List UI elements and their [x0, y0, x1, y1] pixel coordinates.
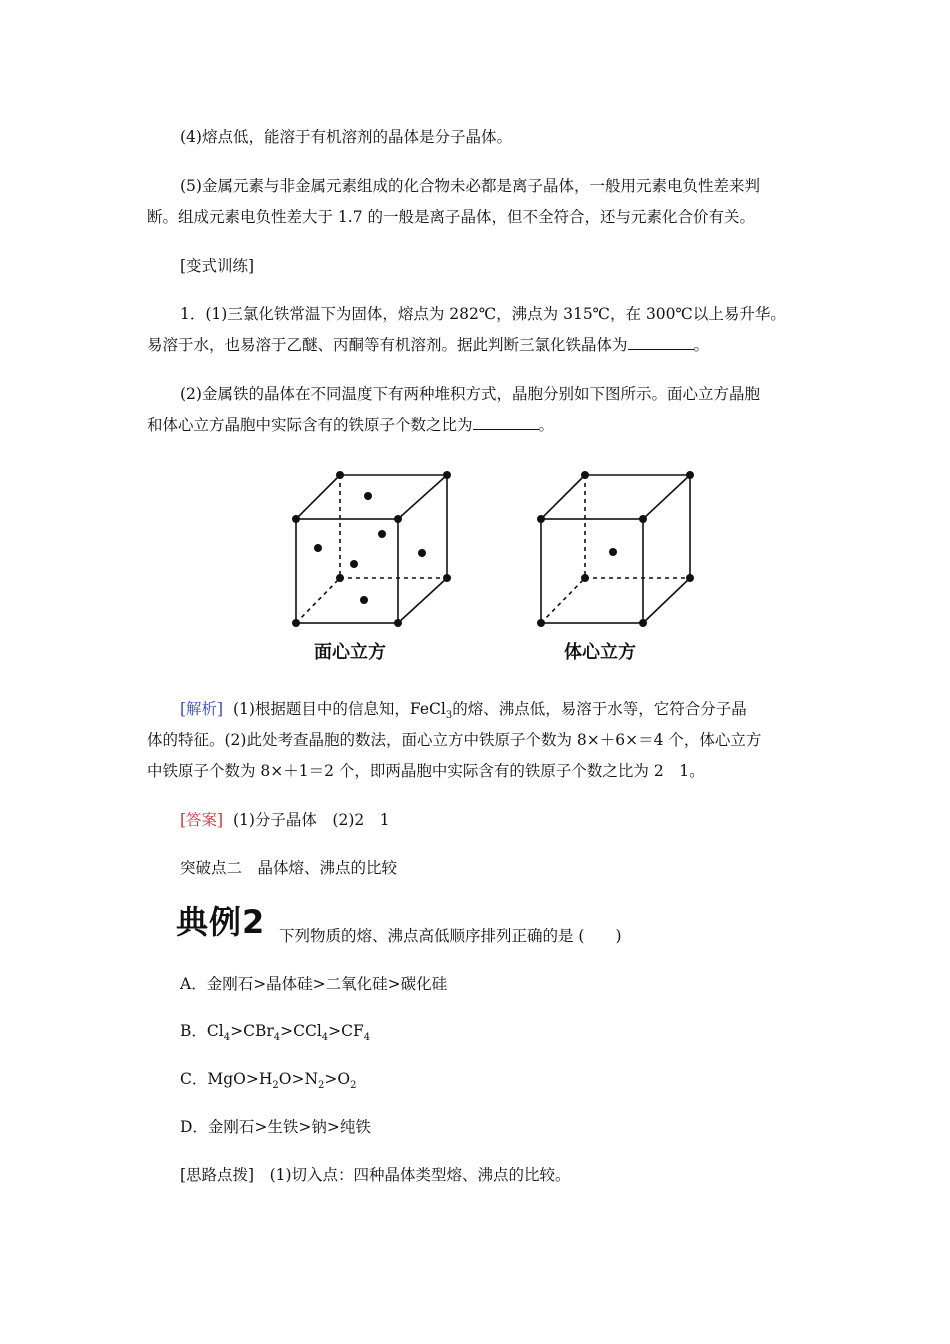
paragraph-4: (4)熔点低，能溶于有机溶剂的晶体是分子晶体。	[180, 128, 512, 146]
analysis-line1	[180, 699, 747, 722]
analysis-line3: 中铁原子个数为 8×＋1＝2 个，即两晶胞中实际含有的铁原子个数之比为 2 1。	[147, 762, 705, 780]
bcc-corner-atom	[639, 515, 647, 523]
unit-cell-figure	[280, 460, 720, 670]
option-c-part: >O	[324, 1070, 351, 1088]
bcc-corner-atom	[537, 515, 545, 523]
bcc-corner-atom	[537, 619, 545, 627]
option-c-part: C．MgO>H	[180, 1070, 273, 1088]
analysis-text-a: (1)根据题目中的信息知，FeCl	[232, 700, 446, 718]
question-2-line2	[147, 415, 554, 435]
fcc-corner-atom	[336, 471, 344, 479]
question-1-text: 易溶于水，也易溶于乙醚、丙酮等有机溶剂。据此判断三氯化铁晶体为	[147, 336, 628, 354]
fcc-face-atom	[360, 596, 368, 604]
fcc-face-atom	[314, 544, 322, 552]
fcc-corner-atom	[394, 515, 402, 523]
practice-heading: [变式训练]	[180, 257, 255, 275]
question-1-end: 。	[693, 336, 710, 354]
fcc-face-atom	[418, 549, 426, 557]
bcc-corner-atom	[686, 574, 694, 582]
option-b-part: >CF	[328, 1022, 364, 1040]
option-d: D．金刚石>生铁>钠>纯铁	[180, 1118, 371, 1136]
option-c	[180, 1069, 356, 1092]
fcc-caption: 面心立方	[314, 642, 386, 663]
option-a: A．金刚石>晶体硅>二氧化硅>碳化硅	[180, 975, 448, 993]
example-question: 下列物质的熔、沸点高低顺序排列正确的是 ( )	[279, 927, 622, 945]
fcc-corner-atom	[292, 619, 300, 627]
bcc-body-center-atom	[609, 548, 617, 556]
analysis-text-b: 的熔、沸点低，易溶于水等，它符合分子晶	[452, 700, 747, 718]
option-c-sub: 2	[350, 1080, 357, 1091]
bcc-caption: 体心立方	[564, 642, 636, 663]
question-1-line2	[147, 335, 709, 355]
fcc-corner-atom	[336, 574, 344, 582]
option-b-part: >CCl	[280, 1022, 322, 1040]
hint-line: [思路点拨] (1)切入点：四种晶体类型熔、沸点的比较。	[180, 1166, 571, 1184]
section-title: 突破点二 晶体熔、沸点的比较	[180, 859, 398, 877]
analysis-subscript: 3	[445, 710, 453, 721]
answer-line	[180, 810, 390, 830]
answer-blank-1	[628, 335, 694, 350]
question-2-line1: (2)金属铁的晶体在不同温度下有两种堆积方式，晶胞分别如下图所示。面心立方晶胞	[180, 385, 760, 403]
analysis-tag: [解析]	[180, 700, 224, 718]
option-b-sub: 4	[363, 1032, 371, 1043]
bcc-corner-atom	[686, 471, 694, 479]
question-2-text: 和体心立方晶胞中实际含有的铁原子个数之比为	[147, 416, 473, 434]
bcc-corner-atom	[639, 619, 647, 627]
paragraph-5-line1: (5)金属元素与非金属元素组成的化合物未必都是离子晶体，一般用元素电负性差来判	[180, 177, 760, 195]
paragraph-5-line2: 断。组成元素电负性差大于 1.7 的一般是离子晶体，但不全符合，还与元素化合价有关。	[147, 208, 756, 226]
fcc-face-atom	[364, 492, 372, 500]
option-b-sub: 4	[321, 1032, 329, 1043]
option-b-sub: 4	[223, 1032, 231, 1043]
bcc-corner-atom	[581, 471, 589, 479]
fcc-face-atom	[378, 530, 386, 538]
option-c-sub: 2	[318, 1080, 325, 1091]
answer-text: (1)分子晶体 (2)2 1	[232, 811, 390, 829]
fcc-corner-atom	[443, 574, 451, 582]
analysis-line2: 体的特征。(2)此处考查晶胞的数法，面心立方中铁原子个数为 8×＋6×＝4 个，体心立方	[147, 731, 762, 749]
fcc-face-atom	[350, 560, 358, 568]
option-b-part: >CBr	[230, 1022, 274, 1040]
option-c-part: O>N	[278, 1070, 319, 1088]
example-tag: 典例2	[176, 903, 266, 941]
option-b	[180, 1021, 370, 1044]
answer-tag: [答案]	[180, 811, 224, 829]
option-c-sub: 2	[272, 1080, 279, 1091]
option-b-part: B．Cl	[180, 1022, 224, 1040]
fcc-corner-atom	[292, 515, 300, 523]
answer-blank-2	[473, 415, 539, 430]
option-b-sub: 4	[273, 1032, 281, 1043]
question-2-end: 。	[538, 416, 555, 434]
fcc-corner-atom	[443, 471, 451, 479]
fcc-corner-atom	[394, 619, 402, 627]
bcc-corner-atom	[581, 574, 589, 582]
question-1-line1: 1．(1)三氯化铁常温下为固体，熔点为 282℃，沸点为 315℃，在 300℃以上易升华。	[180, 305, 786, 323]
